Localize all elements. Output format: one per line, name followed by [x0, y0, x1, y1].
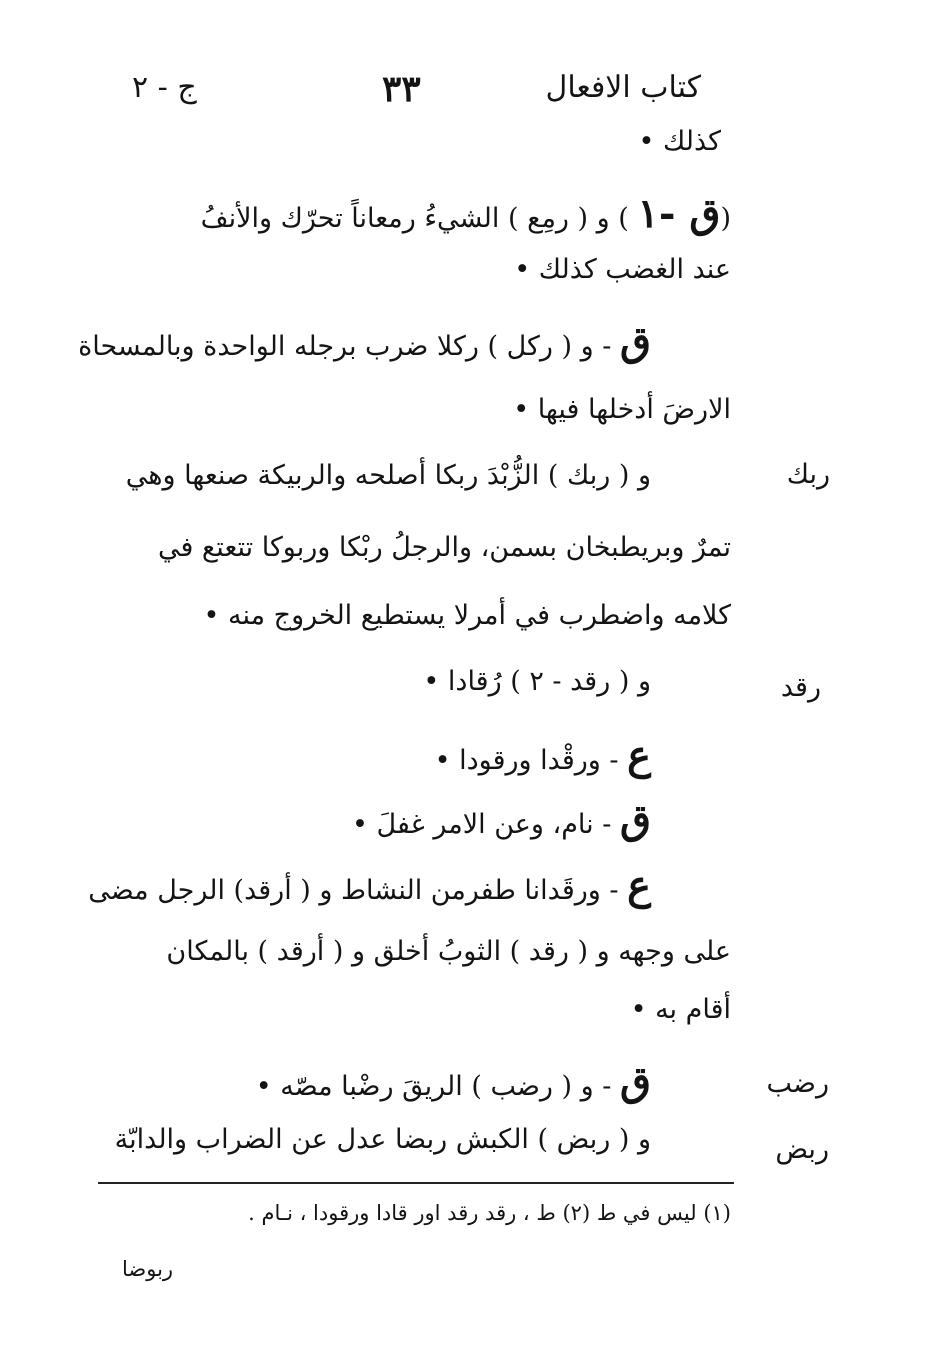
text-line-16: و ( ربض ) الكبش ربضا عدل عن الضراب والدابّة: [114, 1124, 651, 1155]
text-line-15: [256, 1056, 651, 1108]
entry-text: - و ( ركل ) ركلا ضرب برجله الواحدة وبالمسحاة: [78, 331, 612, 362]
text-line-7: تمرٌ وبريطبخان بسمن، والرجلُ ربْكا وربوكا تتعتع في: [157, 532, 731, 563]
footnote: (١) ليس في ط (٢) ط ، رقد رقد اور قادا ورقودا ، نـام .: [248, 1201, 731, 1225]
entry-text: - ورقْدا ورقودا •: [434, 745, 619, 776]
page-number: ٣٣: [382, 68, 421, 110]
text-line-5: الارضَ أدخلها فيها •: [513, 394, 731, 425]
siglum-qaf: ق: [619, 1058, 651, 1105]
text-line-10: [435, 730, 651, 782]
text-line-6: و ( ربك ) الزُّبْدَ ربكا أصلحه والربيكة صنعها وهي: [125, 460, 651, 491]
root-word-rbd: ربض: [775, 1134, 829, 1165]
siglum-qaf: ق -١: [637, 190, 721, 237]
siglum-qaf: ق: [619, 318, 651, 365]
text-line-12: [88, 860, 651, 912]
text-line-8: كلامه واضطرب في أمرلا يستطيع الخروج منه •: [203, 600, 731, 631]
catchword: ربوضا: [122, 1257, 174, 1281]
root-word-rdb: رضب: [766, 1068, 829, 1099]
text-line-1: كذلك •: [638, 126, 721, 157]
entry-text: ) و ( رمِع ) الشيءُ رمعاناً تحرّك والأنفُ: [200, 203, 629, 234]
volume-label: ج - ٢: [132, 70, 197, 105]
text-line-4: [78, 316, 651, 368]
text-line-2: (ق -١ ) و ( رمِع ) الشيءُ رمعاناً تحرّك والأنفُ: [200, 190, 731, 237]
siglum-ayn: ع: [627, 732, 651, 779]
root-word-rbk: ربك: [786, 459, 830, 490]
text-line-9: و ( رقد - ٢ ) رُقادا •: [423, 666, 651, 697]
entry-text: - نام، وعن الامر غفلَ •: [352, 809, 612, 840]
siglum-ayn: ع: [627, 862, 651, 909]
text-line-3: عند الغضب كذلك •: [514, 254, 731, 285]
text-line-11: [352, 794, 651, 846]
entry-text: - و ( رضب ) الريقَ رضْبا مصّه •: [255, 1071, 612, 1102]
siglum-qaf: ق: [619, 796, 651, 843]
footnote-rule: [98, 1182, 734, 1184]
entry-text: - ورقَدانا طفرمن النشاط و ( أرقد) الرجل مضى: [88, 875, 619, 906]
text-line-13: على وجهه و ( رقد ) الثوبُ أخلق و ( أرقد ) بالمكان: [166, 936, 731, 967]
text-line-14: أقام به •: [630, 994, 731, 1025]
root-word-rqd: رقد: [780, 672, 821, 703]
book-title: كتاب الافعال: [545, 70, 701, 105]
